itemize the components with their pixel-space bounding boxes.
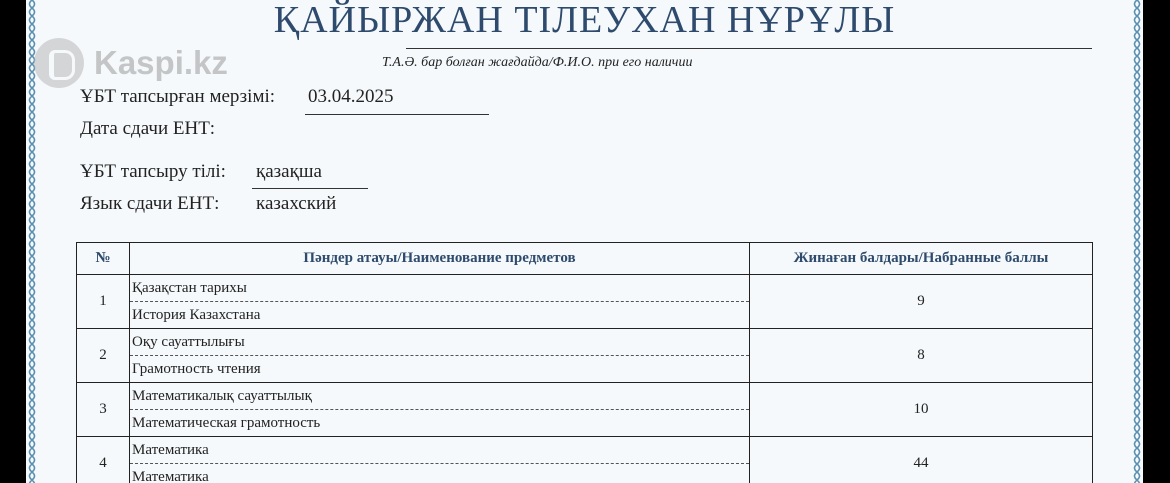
subject-name-ru: Математическая грамотность bbox=[132, 415, 321, 431]
ornamental-border-right bbox=[1131, 0, 1143, 483]
watermark-text: Kaspi.kz bbox=[94, 44, 228, 81]
subject-cell bbox=[130, 437, 750, 483]
kaspi-logo-icon bbox=[34, 38, 84, 88]
header-score: Жинаған балдары/Набранные баллы bbox=[750, 243, 1093, 275]
score-value: 44 bbox=[750, 437, 1093, 483]
exam-language-value-kz: қазақша bbox=[256, 161, 322, 182]
exam-language-value-ru: казахский bbox=[256, 193, 337, 214]
exam-date-value: 03.04.2025 bbox=[308, 86, 394, 107]
name-caption: Т.А.Ә. бар болған жағдайда/Ф.И.О. при его наличии bbox=[382, 55, 693, 70]
subject-cell bbox=[130, 329, 750, 383]
subject-name-ru: История Казахстана bbox=[132, 307, 261, 323]
row-number: 2 bbox=[77, 329, 130, 383]
exam-date-underline bbox=[305, 114, 489, 115]
row-number: 1 bbox=[77, 275, 130, 329]
name-underline bbox=[406, 48, 1092, 49]
header-number: № bbox=[77, 243, 130, 275]
subject-name-kz: Математикалық сауаттылық bbox=[130, 383, 749, 410]
subject-cell bbox=[130, 275, 750, 329]
subject-cell bbox=[130, 383, 750, 437]
table-row bbox=[77, 275, 1093, 329]
subject-name-kz: Математика bbox=[130, 437, 749, 464]
header-subject: Пәндер атауы/Наименование предметов bbox=[130, 243, 750, 275]
exam-language-underline bbox=[252, 188, 368, 189]
score-value: 9 bbox=[750, 275, 1093, 329]
exam-date-label-kz: ҰБТ тапсырған мерзімі: bbox=[80, 86, 276, 107]
table-row bbox=[77, 329, 1093, 383]
subject-name-kz: Оқу сауаттылығы bbox=[130, 329, 749, 356]
subject-name-ru: Грамотность чтения bbox=[132, 361, 261, 377]
exam-language-label-ru: Язык сдачи ЕНТ: bbox=[80, 193, 220, 214]
row-number: 4 bbox=[77, 437, 130, 483]
score-value: 8 bbox=[750, 329, 1093, 383]
exam-date-label-ru: Дата сдачи ЕНТ: bbox=[80, 118, 216, 139]
kaspi-watermark bbox=[34, 38, 228, 88]
subject-name-ru: Математика bbox=[132, 469, 209, 483]
row-number: 3 bbox=[77, 383, 130, 437]
exam-language-label-kz: ҰБТ тапсыру тілі: bbox=[80, 161, 226, 182]
scores-table bbox=[76, 242, 1093, 483]
score-value: 10 bbox=[750, 383, 1093, 437]
full-name-heading: ҚАЙЫРЖАН ТІЛЕУХАН НҰРҰЛЫ bbox=[273, 0, 896, 41]
table-row bbox=[77, 437, 1093, 483]
table-row bbox=[77, 383, 1093, 437]
subject-name-kz: Қазақстан тарихы bbox=[130, 275, 749, 302]
certificate-sheet bbox=[26, 0, 1143, 483]
